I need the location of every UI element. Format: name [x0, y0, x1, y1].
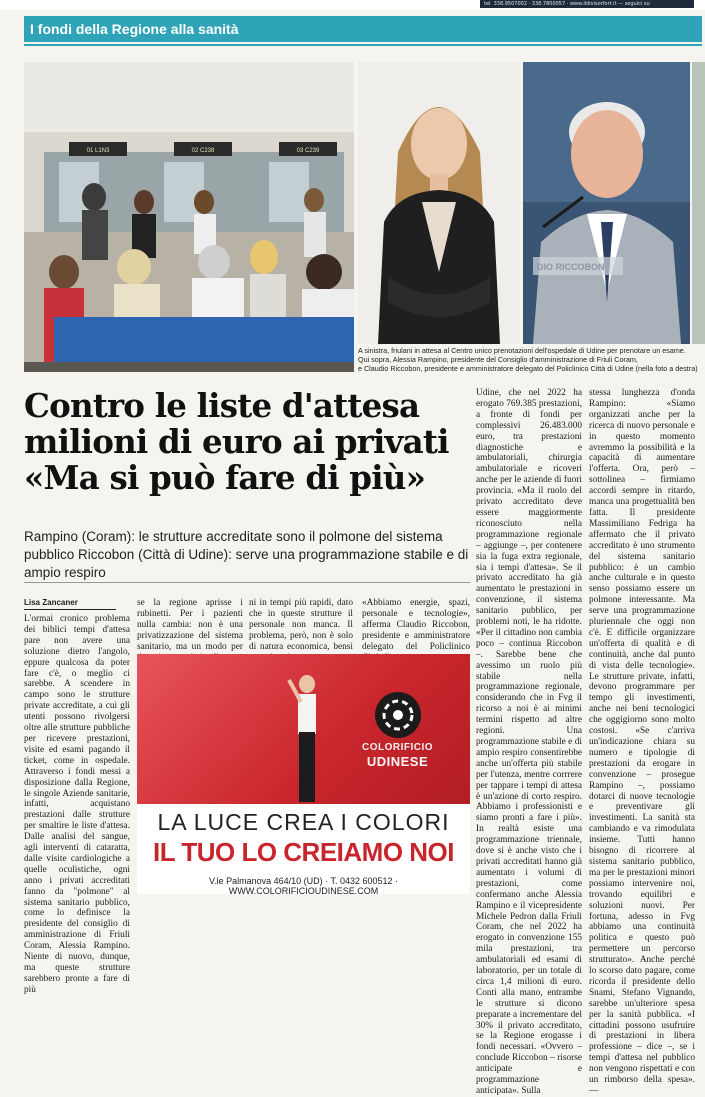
photo-alessia-rampino [358, 62, 520, 344]
caption-line: A sinistra, friulani in attesa al Centro unico prenotazioni dell'ospedale di Udine per prenotare un esame. [358, 346, 686, 355]
ad-brand-city: UDINESE [366, 754, 429, 769]
top-contact-bar: tel. 338.9507002 · 338.7800057 · www.ildivisorfort.it — seguici su [480, 0, 694, 8]
headline-line: Contro le liste d'attesa [24, 386, 420, 425]
headline-line: «Ma si può fare di più» [24, 458, 426, 497]
article-column-6: stessa lunghezza d'onda Rampino: «Siamo organizzati anche per la ricerca di nuovo personale e in questo momento avremmo la possibilità e la capacità di aumentare l'offerta. Ora, però – sottolinea – firmiamo accordi sempre in ritardo, manca una progettualità ben fatta. Il presidente Massimiliano Fedriga ha affermato che il privato accreditato è uno strumento del sistema sanitario pubblico: è un cambio anche culturale e in questo senso possiamo essere un polmone interessante. Ma serve una programmazione pluriennale che oggi non c'è. E difficile organizzare un'offerta di qualità e di continuità, anche dal punto di vista delle tecnologie». Le strutture private, infatti, devono programmare per tempo gli investimenti, anche nei beni tecnologici che oggigiorno sono molto costosi. «Se c'arriva un'indicazione chiara su numero e tipologie di prestazioni da erogare in convenzione – prosegue Rampino –, possiamo dotarci di nuove tecnologie e preventivare gli investimenti. La sanità sta cambiando e va rimodulata insieme. Tutti hanno bisogno di ricorrere al sistema sanitario pubblico, ma per le prestazioni minori possiamo intervenire noi, trovando equilibri e soluzioni nuovi. Per fortuna, adesso in Fvg abbiamo una continuità politica e questo può permettere un percorso strutturato». Anche perché lo scorso dato pagare, come ricorda il presidente dello Snami, Stefano Vignando, sarebbe un'ulteriore spesa per la sanità pubblica. «I cittadini possono usufruire di prestazioni in libera professione – dice –, se i tempi d'attesa nel pubblico non vengono rispettati e con un rimborso della spesa». — [589, 388, 695, 1096]
caption-line: e Claudio Riccobon, presidente e amministratore delegato del Policlinico Città di Udine (nella foto a destra) [358, 364, 698, 373]
photo-waiting-room [24, 62, 354, 372]
headline [24, 388, 464, 496]
article-column-5: Udine, che nel 2022 ha erogato 769.385 prestazioni, a fronte di fondi per complessivi 26.483.000 euro, tra prestazioni diagnostiche e ambulatoriali, chirurgia ambulatoriale e ricoveri anche per le aziende di fuori provincia. «Ma il ruolo del privato accreditato deve essere maggiormente riconosciuto nella programmazione regionale – aggiunge –, per contenere sia la fuga extra regionale, sia i tempi d'attesa». Se il privato accreditato ha già aumentato le prestazioni in convenzione, il sistema sanitario pubblico, per problemi noti, le ha ridotte. «Per il cittadino non cambia poco – continua Riccobon –. Sarebbe bene che avessimo un ruolo più stabile nella programmazione regionale, considerando che in Fvg il ricorso a noi è ai minimi termini rispetto ad altre regioni. Una programmazione stabile e di ampio respiro consentirebbe anche un'offerta più stabile per l'utenza, mentre corrrere per tappare i tempi di attesa è un'azione di corto respiro. Abbiamo i professionisti e siamo pronti a fare i più». In realtà esiste una programmazione triennale, dove si è anche visto che i privati accreditati hanno già aumentato i volumi di prestazioni, come confermano anche Alessia Rampino e il vicepresidente Michele Pedron dalla Friuli Coram, che nel 2022 ha erogato in convenzione 155 mila prestazioni, tra ambulatoriali ed esami di laboratorio, per un totale di circa 1,4 milioni di euro. Conti alla mano, entrambe le strutture si dicono preparate a incrementare del 30% il privato accreditato, se la Regione erogasse i fondi necessari. «Ovvero – conclude Riccobon – risorse anticipate e programmazione anticipata». Sulla [476, 388, 582, 1096]
article-column-4: «Abbiamo energie, spazi, personale e tecnologie», afferma Claudio Riccobon, presidente e amministratore delegato del Policlinico [362, 598, 470, 652]
counter-sign-3: 03 C239 [296, 148, 320, 154]
divider [24, 582, 470, 583]
photo-claudio-riccobon [523, 62, 690, 344]
advertisement[interactable] [137, 654, 470, 894]
author-byline: Lisa Zancaner [24, 598, 78, 607]
portrait-woman [358, 62, 520, 344]
caption-line: Qui sopra, Alessia Rampino, presidente del Consiglio d'amministrazione di Friuli Coram, [358, 355, 638, 364]
banner-underline [24, 44, 702, 46]
section-title: I fondi della Regione alla sanità [30, 21, 239, 37]
subheadline: Rampino (Coram): le strutture accreditate sono il polmone del sistema pubblico Riccobon (Città di Udine): serve una programmazione stabile e di ampio respiro [24, 529, 469, 580]
photo-caption [358, 346, 698, 374]
headline-line: milioni di euro ai privati [24, 422, 449, 461]
waiting-room-illustration [24, 62, 354, 372]
counter-sign-2: 02 C238 [191, 148, 215, 154]
colorificio-logo-icon [375, 692, 421, 738]
byline-underline [24, 609, 116, 610]
article-column-2: se la regione aprisse i rubinetti. Per i pazienti nulla cambia: non è una privatizzazione del sistema sanitario, ma un modo per [137, 598, 243, 652]
name-plate: DIO RICCOBON [537, 262, 605, 272]
ad-address[interactable]: V.le Palmanova 464/10 (UD) · T. 0432 600512 · WWW.COLORIFICIOUDINESE.COM [208, 876, 399, 896]
ad-slogan-2: IL TUO LO CREIAMO NOI [152, 837, 455, 867]
section-banner [24, 16, 702, 42]
counter-sign-1: 01 L1N3 [86, 148, 110, 154]
ad-slogan-1: LA LUCE CREA I COLORI [157, 809, 450, 835]
portrait-man [523, 62, 690, 344]
ad-brand-name: COLORIFICIO [361, 742, 434, 753]
article-column-1: L'ormai cronico problema dei biblici tempi d'attesa pare non avere una soluzione dietro l'angolo, eppure qualcosa da poter fare c'è, o meglio ci sarebbe. A scendere in campo sono le strutture private accreditate, a cui gli utenti possono rivolgersi oltre alle strutture pubbliche per ricevere prestazioni, visite ed esami pagando il ticket, come in ospedale. Attraverso i fondi messi a disposizione dalla Regione, le singole Aziende sanitarie, infatti, acquistano prestazioni dalle strutture per smaltire le liste d'attesa. Dalle analisi del sangue, agli interventi di cataratta, dalle visite cardiologiche a quelle oculistiche, ogni anno i privati accreditati fanno da "polmone" al sistema sanitario pubblico, come lo definisce la presidente del consiglio di amministrazione di Friuli Coram, Alessia Rampino. Niente di nuovo, dunque, ma queste strutture sarebbero pronte a fare di più [24, 614, 130, 995]
painter-figure [287, 672, 323, 804]
article-column-3: ni in tempi più rapidi, dato che in queste strutture il personale non manca. Il problema, però, non è solo di natura economica, bensì [249, 598, 353, 652]
photo-edge [692, 62, 705, 344]
